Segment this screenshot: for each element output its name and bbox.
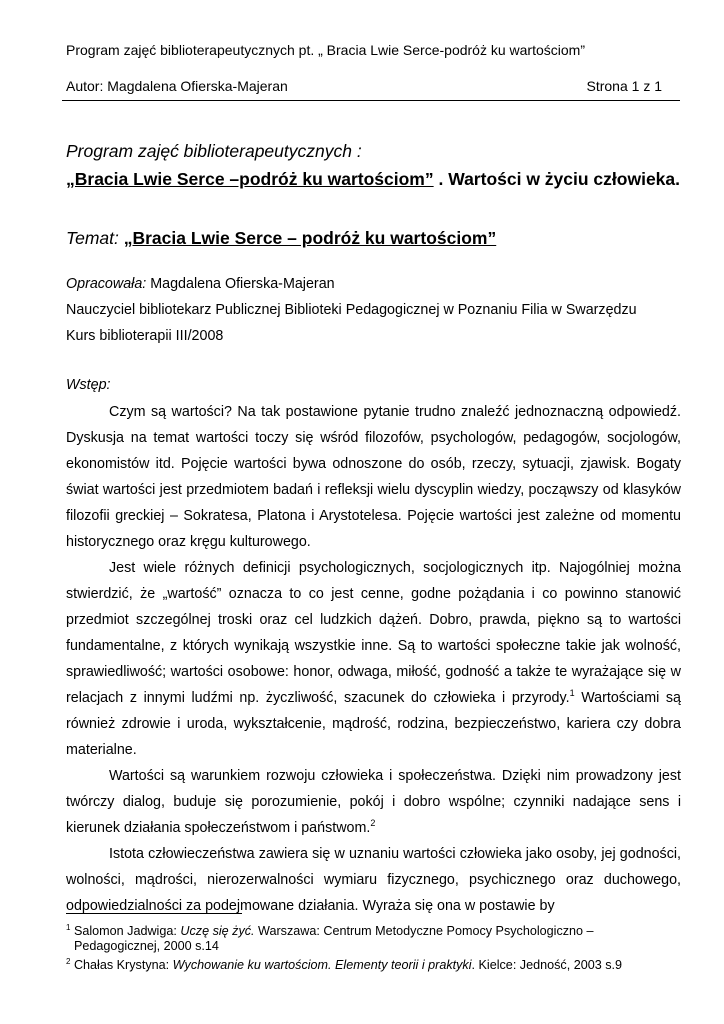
paragraph-4: Istota człowieczeństwa zawiera się w uznaniu wartości człowieka jako osoby, jej godności, wolności, mądrości, nierozerwalności wymiaru fizycznego, psychicznego oraz duchowego, odpowiedzialności za podejmowane działania. Wyraża się ona w postawie by <box>66 846 681 914</box>
body-text <box>66 399 681 919</box>
subtitle-book-title: „Bracia Lwie Serce –podróż ku wartościom” <box>66 169 434 189</box>
footnote-2 <box>66 954 681 973</box>
paragraph-2-text: Jest wiele różnych definicji psychologicznych, socjologicznych itp. Najogólniej można stwierdzić, że „wartość” oznacza to co jest cenne, godne pożądania i co powinno stanowić przedmiot szczególnej troski oraz cel ludzkich dążeń. Dobro, prawda, piękno są to wartości fundamentalne, z których wynikają wszystkie inne. Są to wartości społeczne takie jak wolność, sprawiedliwość; wartości osobowe: honor, odwaga, miłość, godność a także te wyrażające się w relacjach z innymi ludźmi np. życzliwość, szacunek do człowieka i przyrody. <box>66 560 681 706</box>
paragraph-2-text-cont: Wartościami są również zdrowie i uroda, wykształcenie, mądrość, rodzina, bezpieczeństwo, kariera czy dobra materialne. <box>66 690 682 758</box>
prepared-label: Opracowała: <box>66 276 147 292</box>
paragraph-3 <box>66 763 681 841</box>
paragraph-1: Czym są wartości? Na tak postawione pytanie trudno znaleźć jednoznaczną odpowiedź. Dyskusja na temat wartości toczy się wśród filozofów, psychologów, pedagogów, socjologów, ekonomistów itd. Pojęcie wartości bywa odnoszone do osób, rzeczy, sytuacji, zjawisk. Bogaty świat wartości jest przedmiotem badań i refleksji wielu dyscyplin wiedzy, począwszy od klasyków filozofii greckiej – Sokratesa, Platona i Arystotelesa. Pojęcie wartości jest zależne od momentu historycznego oraz kręgu kulturowego. <box>66 404 681 550</box>
document-subtitle <box>66 169 680 190</box>
footnote-divider <box>66 913 242 914</box>
footnote-2-author: Chałas Krystyna: <box>70 958 173 973</box>
paragraph-3-text: Wartości są warunkiem rozwoju człowieka i społeczeństwa. Dzięki nim prowadzony jest twórczy dialog, buduje się porozumienie, pokój i dobro wspólne; czynniki nadające sens i kierunek działania społeczeństwom i państwom. <box>66 768 681 836</box>
header-author: Autor: Magdalena Ofierska-Majeran <box>66 78 288 94</box>
header-divider <box>62 100 680 101</box>
footnote-2-title: Wychowanie ku wartościom. Elementy teorii i praktyki <box>172 958 472 973</box>
course-info: Kurs biblioterapii III/2008 <box>66 328 224 344</box>
prepared-by <box>66 276 335 292</box>
author-position: Nauczyciel bibliotekarz Publicznej Biblioteki Pedagogicznej w Poznaniu Filia w Swarzędzu <box>66 302 637 318</box>
footnotes <box>66 920 681 973</box>
footnote-1-author: Salomon Jadwiga: <box>70 924 181 939</box>
intro-heading: Wstęp: <box>66 377 111 393</box>
footnote-1-title: Uczę się żyć. <box>180 924 255 939</box>
footnote-1-number: 1 <box>66 923 71 932</box>
footnote-2-number: 2 <box>66 957 71 967</box>
footnote-ref-2: 2 <box>370 818 376 829</box>
header-page-number: Strona 1 z 1 <box>586 78 662 94</box>
prepared-value: Magdalena Ofierska-Majeran <box>146 276 335 292</box>
subtitle-rest: . Wartości w życiu człowieka. <box>433 169 681 189</box>
topic-heading <box>66 228 496 249</box>
document-title: Program zajęć biblioterapeutycznych : <box>66 141 362 161</box>
footnote-ref-1: 1 <box>569 688 575 699</box>
topic-value: „Bracia Lwie Serce – podróż ku wartościom” <box>123 228 497 248</box>
header-program-line: Program zajęć biblioterapeutycznych pt. „ Bracia Lwie Serce-podróż ku wartościom” <box>66 42 585 58</box>
topic-label: Temat: <box>66 228 119 248</box>
paragraph-2 <box>66 555 681 763</box>
footnote-1-publisher: Warszawa: Centrum Metodyczne Pomocy Psychologiczno – Pedagogicznej, 2000 s.14 <box>74 924 594 954</box>
footnote-2-publisher: . Kielce: Jedność, 2003 s.9 <box>471 958 623 973</box>
footnote-1 <box>66 920 681 954</box>
